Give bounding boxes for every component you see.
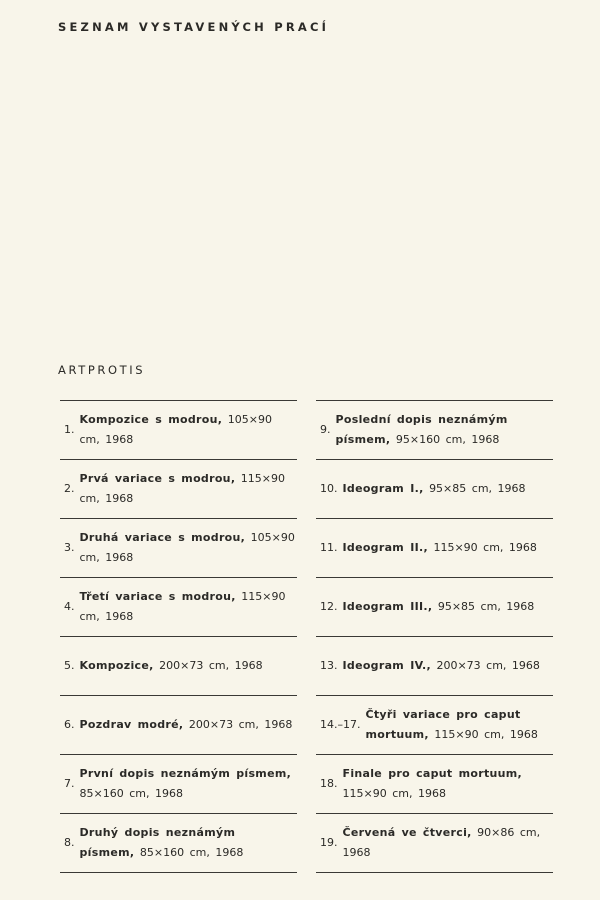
item-title: Červená ve čtverci, [342,826,472,839]
item-number: 3. [64,541,75,554]
item-title: Kompozice s modrou, [79,413,223,426]
item-details: 115×90 cm, 1968 [434,728,538,741]
item-number: 4. [64,600,75,613]
item-title: Pozdrav modré, [79,718,184,731]
works-list-right [316,400,553,873]
list-item [60,400,297,459]
list-item [316,813,553,873]
item-number: 9. [320,423,331,436]
item-title: Ideogram III., [342,600,433,613]
item-number: 14.–17. [320,718,361,731]
item-number: 19. [320,836,338,849]
item-text [343,823,552,863]
section-title: ARTPROTIS [58,363,146,377]
item-title: Ideogram I., [342,482,424,495]
list-item [60,459,297,518]
item-text [80,469,296,509]
item-title: Poslední dopis neznámým písmem, [335,413,508,446]
item-number: 12. [320,600,338,613]
item-number: 5. [64,659,75,672]
item-title: Prvá variace s modrou, [79,472,236,485]
list-item [60,813,297,873]
item-text [80,656,296,676]
item-number: 1. [64,423,75,436]
works-list-left [60,400,297,873]
item-title: Čtyři variace pro caput mortuum, [365,708,521,741]
item-text [80,528,296,568]
item-title: Finale pro caput mortuum, [342,767,523,780]
item-number: 18. [320,777,338,790]
list-item [60,754,297,813]
item-title: Druhý dopis neznámým písmem, [79,826,236,859]
list-item [316,577,553,636]
item-text [80,587,296,627]
item-details: 115×90 cm, 1968 [79,590,286,623]
item-details: 115×90 cm, 1968 [342,787,446,800]
item-details: 200×73 cm, 1968 [436,659,540,672]
list-item [316,636,553,695]
item-title: Ideogram IV., [342,659,431,672]
item-text [343,597,552,617]
list-item [60,518,297,577]
item-details: 90×86 cm, 1968 [342,826,541,859]
list-item [316,459,553,518]
item-text [343,656,552,676]
item-text [336,410,552,450]
item-title: Ideogram II., [342,541,428,554]
item-number: 7. [64,777,75,790]
item-number: 2. [64,482,75,495]
item-details: 95×85 cm, 1968 [429,482,526,495]
list-item [60,577,297,636]
item-text [366,705,552,745]
item-details: 85×160 cm, 1968 [139,846,244,859]
list-item [316,518,553,577]
item-text [343,764,552,804]
item-details: 200×73 cm, 1968 [188,718,293,731]
item-text [343,479,552,499]
item-details: 115×90 cm, 1968 [79,472,286,505]
list-item [316,400,553,459]
item-title: Druhá variace s modrou, [79,531,246,544]
item-details: 115×90 cm, 1968 [433,541,537,554]
item-details: 105×90 cm, 1968 [79,531,295,564]
item-details: 95×85 cm, 1968 [437,600,535,613]
item-details: 200×73 cm, 1968 [159,659,263,672]
item-details: 95×160 cm, 1968 [395,433,500,446]
item-number: 6. [64,718,75,731]
item-text [80,823,296,863]
list-item [60,636,297,695]
page-heading: SEZNAM VYSTAVENÝCH PRACÍ [58,20,330,34]
item-text [80,410,296,450]
item-details: 85×160 cm, 1968 [79,787,183,800]
item-details: 105×90 cm, 1968 [79,413,272,446]
list-item [60,695,297,754]
item-title: Kompozice, [79,659,154,672]
item-number: 10. [320,482,338,495]
list-item [316,695,553,754]
list-item [316,754,553,813]
item-text [80,715,296,735]
item-text [343,538,552,558]
item-number: 11. [320,541,338,554]
item-number: 13. [320,659,338,672]
item-title: První dopis neznámým písmem, [79,767,292,780]
item-text [80,764,296,804]
item-title: Třetí variace s modrou, [79,590,236,603]
item-number: 8. [64,836,75,849]
